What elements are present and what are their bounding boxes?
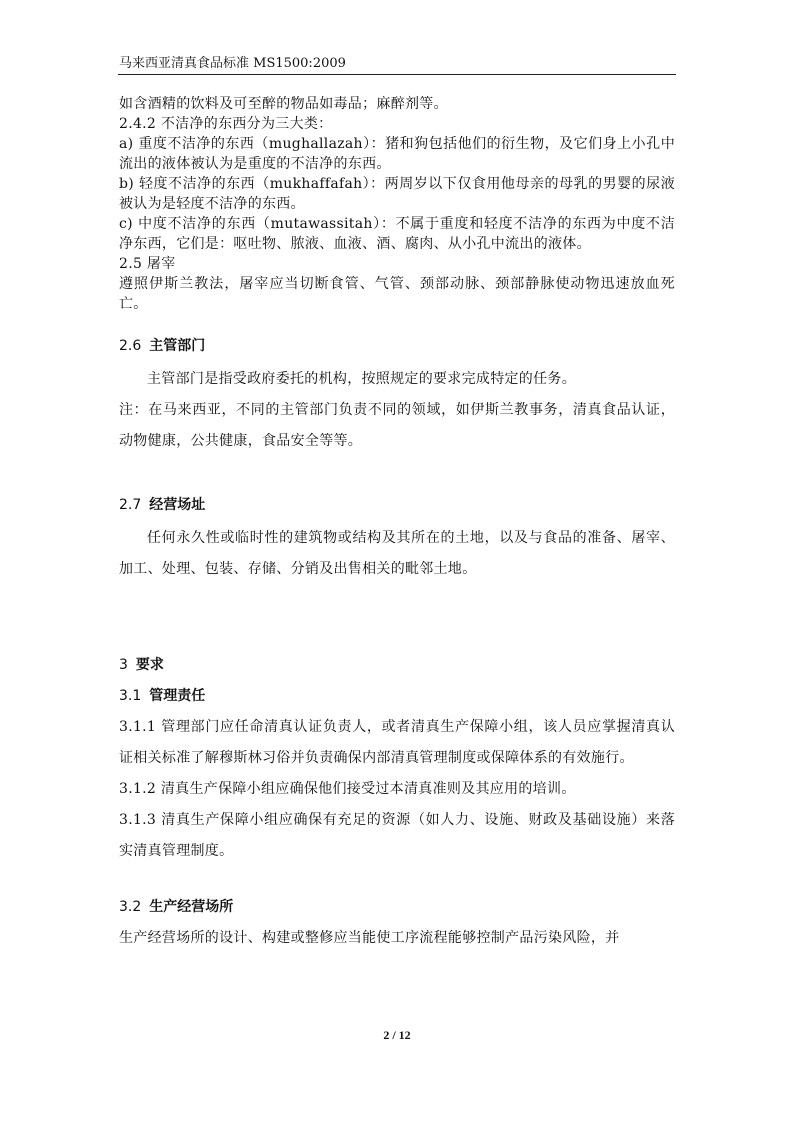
clause-2-4-2: 2.4.2 不洁净的东西分为三大类： [119,116,333,132]
clause-2-5-title: 2.5 屠宰 [119,256,176,272]
section-3-2-number: 3.2 [119,899,142,915]
section-2-6-body: 主管部门是指受政府委托的机构，按照规定的要求完成特定的任务。 [147,371,576,387]
header-divider [118,74,676,75]
section-2-7-body: 任何永久性或临时性的建筑物或结构及其所在的土地，以及与食品的准备、屠宰、加工、处理、包装、存储、分销及出售相关的毗邻土地。 [119,530,675,577]
section-3-1-heading [119,686,675,706]
section-3-title: 要求 [135,657,164,673]
clause-2-4-2-c: c) 中度不洁净的东西（mutawassitah）：不属于重度和轻度不洁净的东西为中度不洁净东西，它们是：呕吐物、脓液、血液、酒、腐肉、从小孔中流出的液体。 [119,216,675,252]
clause-3-1-3: 3.1.3 清真生产保障小组应确保有充足的资源（如人力、设施、财政及基础设施）来落实清真管理制度。 [119,812,675,859]
paragraph-intoxicants: 如含酒精的饮料及可至醉的物品如毒品；麻醉剂等。 [119,96,448,112]
clause-3-1-2: 3.1.2 清真生产保障小组应确保他们接受过本清真准则及其应用的培训。 [119,781,576,797]
section-2-6-note: 注：在马来西亚，不同的主管部门负责不同的领域，如伊斯兰教事务，清真食品认证，动物健康，公共健康，食品安全等等。 [119,402,675,449]
section-2-7-title: 经营场址 [149,497,206,513]
section-3-1-title: 管理责任 [149,688,206,704]
section-3-1-number: 3.1 [119,688,142,704]
document-header: 马来西亚清真食品标准 MS1500:2009 [119,56,346,71]
section-2-6-number: 2.6 [119,338,142,354]
section-3-number: 3 [119,657,128,673]
clause-3-1-1: 3.1.1 管理部门应任命清真认证负责人，或者清真生产保障小组，该人员应掌握清真认证相关标准了解穆斯林习俗并负责确保内部清真管理制度或保障体系的有效施行。 [119,719,675,766]
section-3-2-title: 生产经营场所 [149,899,234,915]
section-2-7-number: 2.7 [119,497,142,513]
section-2-6-title: 主管部门 [149,338,206,354]
section-3-2-heading [119,897,675,917]
section-3-heading [119,655,675,675]
section-2-7-heading [119,495,675,515]
document-body [119,94,675,954]
clause-2-4-2-b: b) 轻度不洁净的东西（mukhaffafah）：两周岁以下仅食用他母亲的母乳的男婴的尿液被认为是轻度不洁净的东西。 [119,176,675,212]
section-3-2-body: 生产经营场所的设计、构建或整修应当能使工序流程能够控制产品污染风险，并 [119,930,620,946]
page-number: 2 / 12 [383,1028,411,1042]
clause-2-4-2-a: a) 重度不洁净的东西（mughallazah）：猪和狗包括他们的衍生物，及它们身上小孔中流出的液体被认为是重度的不洁净的东西。 [119,136,675,172]
clause-2-5-body: 遵照伊斯兰教法，屠宰应当切断食管、气管、颈部动脉、颈部静脉使动物迅速放血死亡。 [119,276,675,312]
section-2-6-heading [119,336,675,356]
